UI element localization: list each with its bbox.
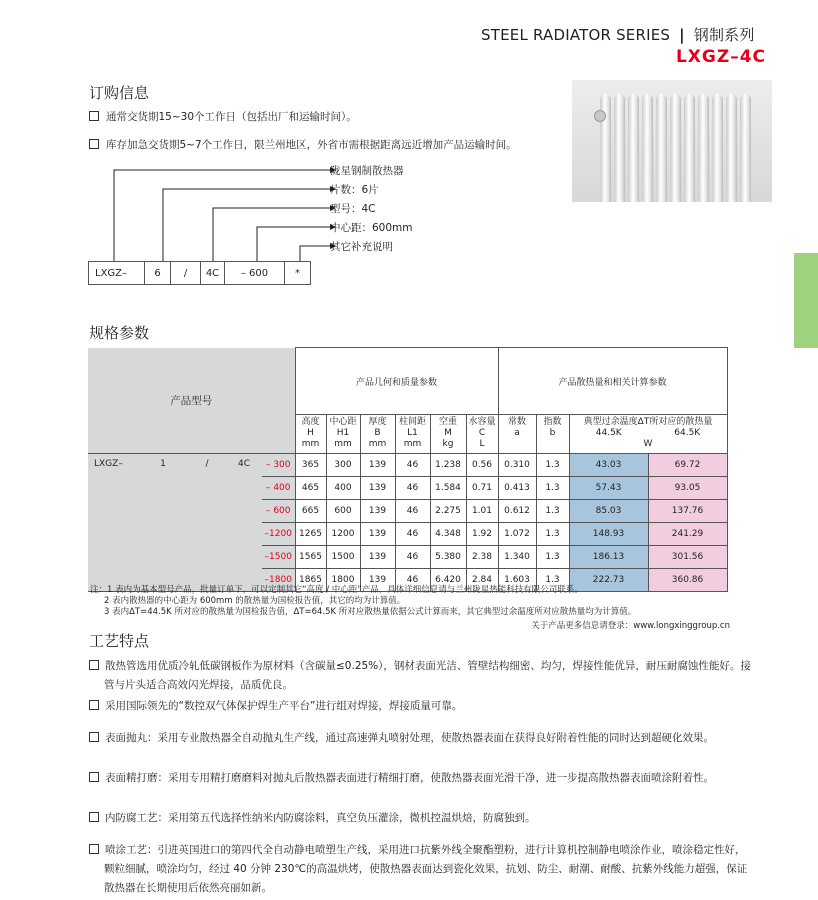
process-item xyxy=(89,697,754,716)
col-header-line: 高度 xyxy=(301,417,320,427)
model-suffix: – 400 xyxy=(262,477,295,500)
code-label-other: 其它补充说明 xyxy=(330,241,393,253)
website-note: 关于产品更多信息请登录：www.longxinggroup.cn xyxy=(531,621,730,631)
ordering-bullet-1-text: 通常交货期15~30个工作日（包括出厂和运输时间）。 xyxy=(106,111,357,123)
note-2: 2 表内散热器的中心距为 600mm 的散热量为国检报告值，其它的均为计算值。 xyxy=(104,596,406,606)
table-cell: 2.38 xyxy=(466,546,498,569)
col-header-line: a xyxy=(514,428,520,438)
checkbox-icon xyxy=(89,111,99,121)
col-header-line: 中心距 xyxy=(329,417,357,427)
spec-title: 规格参数 xyxy=(89,324,150,342)
table-cell: 300 xyxy=(326,454,360,477)
table-cell: 139 xyxy=(360,477,395,500)
table-cell: 139 xyxy=(360,523,395,546)
table-cell: 46 xyxy=(395,523,430,546)
heat-col-header xyxy=(569,415,727,454)
col-header xyxy=(498,415,536,454)
col-header-line: mm xyxy=(368,439,387,449)
table-cell: 0.612 xyxy=(498,500,536,523)
model-suffix: – 300 xyxy=(262,454,295,477)
code-part-sections: 6 xyxy=(145,262,171,285)
table-cell: 186.13 xyxy=(569,546,648,569)
col-header-line: 常数 xyxy=(507,417,526,427)
code-label-sections: 片数：6片 xyxy=(330,184,379,196)
table-cell: 1.3 xyxy=(536,454,569,477)
model-part: LXGZ– xyxy=(88,454,138,592)
col-header-line: C xyxy=(478,428,486,438)
col-header-line: L1 xyxy=(407,428,418,438)
model-title: LXGZ–4C xyxy=(675,47,766,67)
table-cell: 665 xyxy=(295,500,326,523)
table-cell: 46 xyxy=(395,454,430,477)
code-part-model: 4C xyxy=(201,262,225,285)
table-cell: 1200 xyxy=(326,523,360,546)
checkbox-icon xyxy=(89,732,99,742)
table-cell: 1565 xyxy=(295,546,326,569)
table-cell: 139 xyxy=(360,500,395,523)
checkbox-icon xyxy=(89,700,99,710)
model-part: 1 xyxy=(138,454,188,592)
table-cell: 1265 xyxy=(295,523,326,546)
table-cell: 1500 xyxy=(326,546,360,569)
table-cell: 139 xyxy=(360,454,395,477)
heat-col-title: 典型过余温度ΔT所对应的散热量 xyxy=(583,417,713,427)
table-cell: 43.03 xyxy=(569,454,648,477)
col-header-line: 空重 xyxy=(438,417,457,427)
model-suffix: – 600 xyxy=(262,500,295,523)
table-cell: 1.3 xyxy=(536,500,569,523)
process-item-text: 散热管选用优质冷轧低碳钢板作为原材料（含碳量≤0.25%），钢材表面光洁、管壁结构细密、均匀，焊接性能优异，耐压耐腐蚀性能好。接管与片头适合高效闪光焊接，品质优良。 xyxy=(104,660,751,691)
table-cell: 222.73 xyxy=(569,569,648,592)
code-label-model: 型号：4C xyxy=(330,203,376,215)
table-cell: 1.3 xyxy=(536,546,569,569)
table-cell: 93.05 xyxy=(648,477,727,500)
series-divider: | xyxy=(679,26,685,44)
geom-header: 产品几何和质量参数 xyxy=(295,348,498,415)
col-header-line: mm xyxy=(334,439,352,449)
code-box xyxy=(88,261,311,285)
table-cell: 139 xyxy=(360,569,395,592)
table-cell: 6.420 xyxy=(430,569,466,592)
process-item xyxy=(89,841,754,898)
col-header-line: H1 xyxy=(336,428,350,438)
table-cell: 0.71 xyxy=(466,477,498,500)
spec-notes xyxy=(90,585,790,618)
process-item xyxy=(89,769,754,788)
checkbox-icon xyxy=(89,844,99,854)
col-header-line: mm xyxy=(403,439,422,449)
code-label-center: 中心距：600mm xyxy=(330,222,413,234)
process-title: 工艺特点 xyxy=(89,632,150,650)
table-cell: 1800 xyxy=(326,569,360,592)
model-suffix: –1800 xyxy=(262,569,295,592)
col-header xyxy=(360,415,395,454)
table-cell: 465 xyxy=(295,477,326,500)
ordering-title: 订购信息 xyxy=(89,84,150,102)
heat-k2: 64.5K xyxy=(674,428,701,438)
process-item xyxy=(89,729,754,748)
col-header-line: 厚度 xyxy=(368,417,387,427)
heat-k1: 44.5K xyxy=(595,428,622,438)
process-item-text: 内防腐工艺：采用第五代选择性纳米内防腐涂料，真空负压灌涂，微机控温烘焙，防腐独到。 xyxy=(105,812,536,824)
col-header-line: b xyxy=(549,428,556,438)
series-title xyxy=(481,24,755,45)
col-header xyxy=(295,415,326,454)
product-model-header: 产品型号 xyxy=(88,348,295,454)
col-header xyxy=(326,415,360,454)
ordering-bullet-2 xyxy=(89,136,517,155)
table-cell: 1.01 xyxy=(466,500,498,523)
table-cell: 46 xyxy=(395,546,430,569)
table-cell: 0.310 xyxy=(498,454,536,477)
process-item xyxy=(89,809,754,828)
table-cell: 2.275 xyxy=(430,500,466,523)
table-cell: 1.340 xyxy=(498,546,536,569)
spec-table xyxy=(88,347,728,592)
note-1: 注：1 表内为基本型号产品，批量订单下，可以定制其它“高度 / 中心距”产品，具体详细信息请与兰州陇星热能科技有限公司联系。 xyxy=(90,585,583,595)
side-tab xyxy=(794,253,818,348)
col-header xyxy=(395,415,430,454)
table-cell: 57.43 xyxy=(569,477,648,500)
table-cell: 46 xyxy=(395,569,430,592)
col-header-line: kg xyxy=(442,439,454,449)
table-cell: 2.84 xyxy=(466,569,498,592)
col-header-line: mm xyxy=(301,439,320,449)
col-header-line: M xyxy=(444,428,452,438)
model-suffix: –1500 xyxy=(262,546,295,569)
table-cell: 365 xyxy=(295,454,326,477)
ordering-bullet-2-text: 库存加急交货期5~7个工作日，限兰州地区，外省市需根据距离远近增加产品运输时间。 xyxy=(106,139,517,151)
col-header xyxy=(466,415,498,454)
table-cell: 46 xyxy=(395,477,430,500)
col-header-line: 水容量 xyxy=(468,417,496,427)
table-cell: 400 xyxy=(326,477,360,500)
col-header-line: B xyxy=(374,428,381,438)
heat-header: 产品散热量和相关计算参数 xyxy=(498,348,727,415)
code-part-slash: / xyxy=(171,262,201,285)
code-label-brand: 陇星钢制散热器 xyxy=(330,165,404,177)
table-cell: 69.72 xyxy=(648,454,727,477)
note-3: 3 表内ΔT=44.5K 所对应的散热量为国检报告值，ΔT=64.5K 所对应散热量依据公式计算而来，其它典型过余温度所对应散热量均为计算值。 xyxy=(104,607,637,617)
table-cell: 1.3 xyxy=(536,523,569,546)
table-cell: 4.348 xyxy=(430,523,466,546)
table-row xyxy=(88,454,727,477)
table-cell: 85.03 xyxy=(569,500,648,523)
col-header-line: 指数 xyxy=(543,417,562,427)
checkbox-icon xyxy=(89,812,99,822)
table-cell: 1.238 xyxy=(430,454,466,477)
table-cell: 1.3 xyxy=(536,477,569,500)
table-cell: 1.072 xyxy=(498,523,536,546)
model-suffix: –1200 xyxy=(262,523,295,546)
table-cell: 0.413 xyxy=(498,477,536,500)
checkbox-icon xyxy=(89,139,99,149)
table-cell: 1.3 xyxy=(536,569,569,592)
series-en: STEEL RADIATOR SERIES xyxy=(481,26,671,44)
model-part: 4C xyxy=(226,454,262,592)
table-cell: 1865 xyxy=(295,569,326,592)
table-cell: 137.76 xyxy=(648,500,727,523)
table-cell: 148.93 xyxy=(569,523,648,546)
checkbox-icon xyxy=(89,772,99,782)
table-cell: 1.584 xyxy=(430,477,466,500)
col-header-line: L xyxy=(479,439,485,449)
process-item-text: 喷涂工艺：引进英国进口的第四代全自动静电喷塑生产线，采用进口抗紫外线全聚酯塑粉，进行计算机控制静电喷涂作业，喷涂稳定性好，颗粒细腻，喷涂均匀，经过 40 分钟 230℃的高温烘烤，使散热器表面达到瓷化效果，抗划、防尘、耐潮、耐酸、抗紫外线能力超强，保证散热器在长期使用后依然亮丽如新。 xyxy=(104,844,748,894)
table-cell: 360.86 xyxy=(648,569,727,592)
heat-unit: W xyxy=(643,439,653,449)
code-part-center: – 600 xyxy=(225,262,285,285)
table-cell: 1.603 xyxy=(498,569,536,592)
process-item-text: 表面抛丸：采用专业散热器全自动抛丸生产线，通过高速弹丸喷射处理，使散热器表面在获得良好附着性能的同时达到超硬化效果。 xyxy=(105,732,714,744)
process-item-text: 表面精打磨：采用专用精打磨磨料对抛丸后散热器表面进行精细打磨，使散热器表面光滑干净，进一步提高散热器表面喷涂附着性。 xyxy=(105,772,714,784)
ordering-bullet-1 xyxy=(89,108,357,127)
col-header-line: H xyxy=(307,428,314,438)
table-cell: 0.56 xyxy=(466,454,498,477)
checkbox-icon xyxy=(89,660,99,670)
col-header-line: 柱间距 xyxy=(398,417,426,427)
code-part-other: * xyxy=(285,262,311,285)
table-cell: 301.56 xyxy=(648,546,727,569)
table-cell: 139 xyxy=(360,546,395,569)
process-item-text: 采用国际领先的“数控双气体保护焊生产平台”进行组对焊接，焊接质量可靠。 xyxy=(105,700,463,712)
table-cell: 241.29 xyxy=(648,523,727,546)
col-header xyxy=(536,415,569,454)
table-cell: 600 xyxy=(326,500,360,523)
table-cell: 5.380 xyxy=(430,546,466,569)
process-item xyxy=(89,657,754,695)
model-part: / xyxy=(188,454,226,592)
table-cell: 1.92 xyxy=(466,523,498,546)
table-cell: 46 xyxy=(395,500,430,523)
code-part-series: LXGZ– xyxy=(89,262,145,285)
col-header xyxy=(430,415,466,454)
radiator-photo xyxy=(572,80,772,202)
series-cn: 钢制系列 xyxy=(693,26,755,44)
